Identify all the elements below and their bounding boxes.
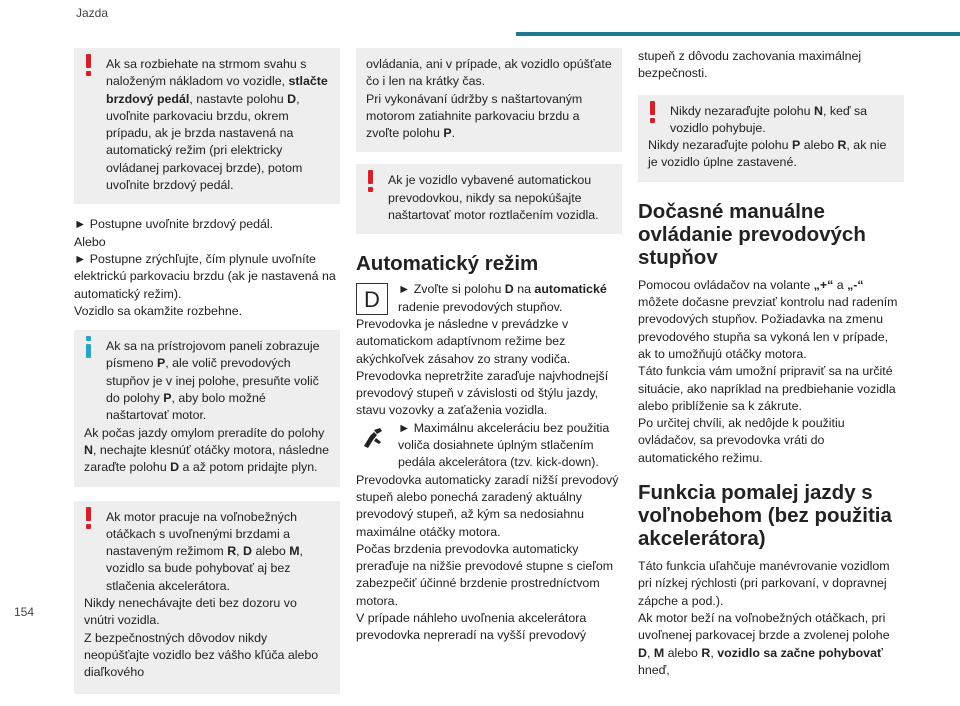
warning-icon: [366, 170, 376, 192]
warning-text: ovládania, ani v prípade, ak vozidlo opúšťate čo i len na krátky čas.: [366, 57, 612, 89]
warning-text: Nikdy nezaraďujte polohu N, keď sa vozidlo pohybuje.: [670, 103, 868, 135]
warning-icon: [84, 507, 94, 529]
kickdown-step: [314, 420, 622, 472]
warning-text: Ak motor pracuje na voľnobežných otáčkach s uvoľnenými brzdami a nastaveným režimom R, D alebo M, vozidlo sa bude pohybovať aj bez stlačenia akcelerátora.: [106, 509, 303, 593]
paragraph: Prevodovka je následne v prevádzke v automatickom adaptívnom režime bez akýchkoľvek zásahov zo strany vodiča.: [356, 316, 571, 366]
step-text: ► Zvoľte si polohu D na automatické radenie prevodových stupňov.: [398, 282, 607, 314]
info-text: Ak sa na prístrojovom paneli zobrazuje písmeno P, ale volič prevodových stupňov je v inej polohe, presuňte volič do polohy P, aby bolo možné naštartovať motor.: [106, 339, 320, 423]
warning-box-idle: [74, 501, 340, 694]
d-position-icon: D: [356, 283, 388, 315]
header-accent-bar: [516, 32, 960, 36]
warning-text: Ak sa rozbiehate na strmom svahu s naloženým nákladom vo vozidle, stlačte brzdový pedál, nastavte polohu D, uvoľnite parkovaciu brzdu, okrem prípadu, ak je brzda nastavená na automatický režim (pri elektricky ovládanej parkovacej brzde), potom uvoľnite brzdový pedál.: [106, 57, 328, 193]
accelerator-pedal-icon: [356, 422, 388, 454]
paragraph: Pomocou ovládačov na volante „+“ a „-“ môžete dočasne prevziať kontrolu nad radením prevodových stupňov. Požiadavka na zmenu prevodového stupňa sa vykoná len v prípade, ak to umožňujú otáčky motora.: [638, 277, 898, 361]
page-number: 154: [14, 605, 35, 619]
automatic-mode-step: [356, 281, 622, 316]
paragraph: V prípade náhleho uvoľnenia akcelerátora prevodovka nepreradí na vyšší prevodový: [356, 611, 587, 643]
warning-text: Nikdy nenechávajte deti bez dozoru vo vnútri vozidla.: [84, 596, 297, 628]
warning-box-continued: [356, 48, 622, 152]
warning-box-neutral: [638, 95, 904, 182]
paragraph: Prevodovka automaticky zaradí nižší prevodový stupeň alebo ponechá zaradený aktuálny prevodový stupeň, až kým sa nedosiahnu maximálne otáčky motora.: [356, 472, 619, 539]
column-middle: [356, 48, 622, 645]
column-right: [638, 48, 904, 679]
warning-icon: [648, 101, 658, 123]
step-item: ► Postupne uvoľnite brzdový pedál.: [74, 217, 274, 232]
step-text: ► Maximálnu akceleráciu bez použitia voliča dosiahnete úplným stlačením pedála akcelerátora (tzv. kick-down).: [398, 420, 610, 470]
step-result: Vozidlo sa okamžite rozbehne.: [74, 303, 243, 318]
warning-box-hill-start: [74, 48, 340, 204]
paragraph: Po určitej chvíli, ak nedôjde k použitiu ovládačov, sa prevodovka vráti do automatického režimu.: [638, 416, 845, 465]
column-left: [74, 48, 340, 706]
paragraph: Táto funkcia uľahčuje manévrovanie vozidlom pri nízkej rýchlosti (pri parkovaní, v dopravnej zápche a pod.).: [638, 559, 890, 608]
paragraph: Prevodovka nepretržite zaraďuje najvhodnejší prevodový stupeň v závislosti od štýlu jazdy, stavu vozovky a zaťaženia vozidla.: [356, 368, 609, 418]
running-header: Jazda: [76, 6, 109, 20]
info-box-p-letter: [74, 330, 340, 486]
warning-text: Ak je vozidlo vybavené automatickou prevodovkou, nikdy sa nepokúšajte naštartovať motor roztlačením vozidla.: [388, 173, 599, 223]
paragraph: Ak motor beží na voľnobežných otáčkach, pri uvoľnenej parkovacej brzde a zvolenej polohe D, M alebo R, vozidlo sa začne pohybovať hneď,: [638, 610, 890, 677]
section-heading: Dočasné manuálne ovládanie prevodových stupňov: [638, 199, 866, 269]
section-heading: Automatický režim: [356, 252, 539, 276]
paragraph: stupeň z dôvodu zachovania maximálnej bezpečnosti.: [638, 49, 862, 81]
info-icon: [84, 336, 94, 358]
warning-text: Pri vykonávaní údržby s naštartovaným motorom zatiahnite parkovaciu brzdu a zvoľte polohu P.: [366, 91, 583, 141]
step-or: Alebo: [74, 234, 106, 249]
section-heading: Funkcia pomalej jazdy s voľnobehom (bez použitia akcelerátora): [638, 481, 892, 551]
step-item: ► Postupne zrýchľujte, čím plynule uvoľníte elektrickú parkovaciu brzdu (ak je nastavená na automatický režim).: [74, 251, 336, 301]
info-text: Ak počas jazdy omylom preradíte do polohy N, nechajte klesnúť otáčky motora, následne zaraďte polohu D a až potom pridajte plyn.: [84, 425, 330, 475]
warning-icon: [84, 54, 94, 76]
warning-box-push-start: [356, 164, 622, 234]
step-list: [74, 216, 340, 320]
paragraph: Počas brzdenia prevodovka automaticky preraďuje na nižšie prevodové stupne s cieľom zabezpečiť účinné brzdenie prostredníctvom motora.: [356, 541, 614, 608]
warning-text: Z bezpečnostných dôvodov nikdy neopúšťajte vozidlo bez vášho kľúča alebo diaľkového: [84, 630, 319, 680]
warning-text: Nikdy nezaraďujte polohu P alebo R, ak nie je vozidlo úplne zastavené.: [648, 138, 887, 170]
paragraph: Táto funkcia vám umožní pripraviť sa na určité situácie, ako napríklad na predbiehanie vozidla alebo priblíženie sa k zákrute.: [638, 364, 896, 413]
